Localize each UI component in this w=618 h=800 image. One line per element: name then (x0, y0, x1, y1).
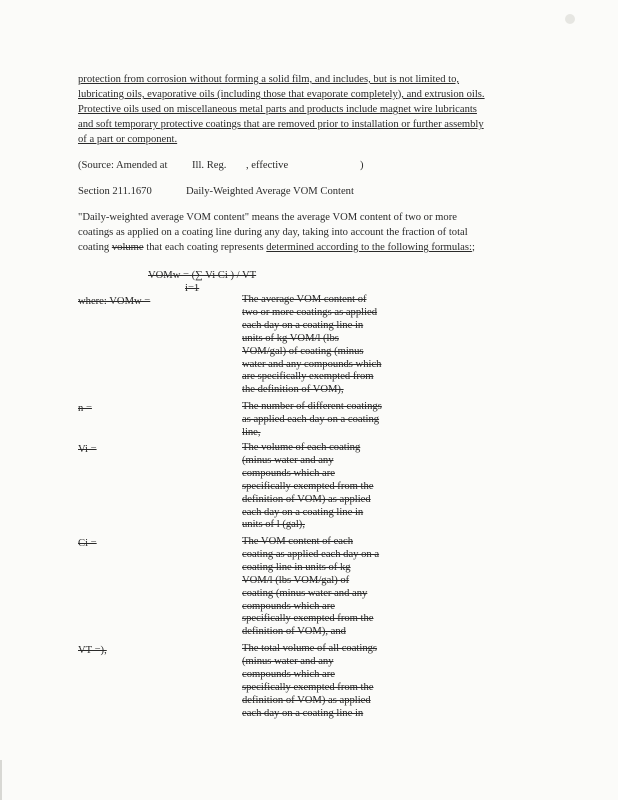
definition-text-line: The volume of each coating (242, 442, 361, 453)
definition-text-line: coating (minus water and any (242, 587, 368, 599)
definition-text-line: definition of VOM) as applied (242, 694, 371, 706)
source-reg: Ill. Reg. (192, 160, 227, 171)
definition-line-1: "Daily-weighted average VOM content" means the average VOM content of two or more (78, 212, 457, 223)
definition-text-line: compounds which are (242, 668, 335, 680)
definition-text-line: compounds which are (242, 467, 335, 479)
definition-text-line: specifically exempted from the (242, 681, 374, 693)
definition-text-line: definition of VOM), and (242, 626, 346, 638)
scan-edge (0, 760, 2, 800)
definition-text-line: The total volume of all coatings (242, 643, 378, 654)
definition-added-text: determined according to the following formulas: (266, 242, 472, 253)
intro-line-1: protection from corrosion without forming a solid film, and includes, but is not limited to, (78, 74, 460, 85)
definition-text-line: The VOM content of each (242, 536, 354, 547)
definition-text-line: each day on a coating line in (242, 707, 364, 719)
variable-definition-n (242, 401, 394, 440)
definition-text-line: VOM/gal) of coating (minus (242, 345, 364, 357)
variable-term-vi: Vi = (78, 444, 97, 455)
definition-text-line: specifically exempted from the (242, 480, 374, 492)
source-close: ) (360, 160, 364, 171)
definition-text-line: The number of different coatings (242, 401, 382, 412)
definition-text-line: units of l (gal), (242, 519, 305, 531)
intro-line-3: Protective oils used on miscellaneous metal parts and products include magnet wire lubricants (78, 104, 477, 115)
definition-text-line: (minus water and any (242, 655, 334, 667)
definition-text-line: coating line in units of kg (242, 561, 351, 573)
variable-definition-ci (242, 536, 394, 639)
definition-line-3-end: ; (471, 242, 475, 253)
definition-text-line: as applied each day on a coating (242, 413, 380, 425)
definition-text-line: units of kg VOM/l (lbs (242, 332, 339, 344)
intro-line-4: and soft temporary protective coatings that are removed prior to installation or further assembly (78, 119, 484, 130)
definition-text-line: The average VOM content of (242, 294, 367, 305)
definition-text-line: coating as applied each day on a (242, 548, 380, 560)
section-number: Section 211.1670 (78, 186, 152, 197)
formula-expression: VOMw = (∑ Vi Ci ) / VT (148, 270, 257, 281)
formula-index: i=1 (185, 283, 200, 294)
definition-line-3-mid: that each coating represents (146, 242, 264, 253)
definition-text-line: (minus water and any (242, 454, 334, 466)
intro-line-5: of a part or component. (78, 134, 178, 145)
source-prefix: (Source: Amended at (78, 160, 168, 171)
source-effective: , effective (246, 160, 289, 171)
definition-text-line: are specifically exempted from (242, 371, 374, 383)
definition-text-line: specifically exempted from the (242, 613, 374, 625)
variable-term-ci: Ci = (78, 538, 97, 549)
scan-mark (565, 14, 575, 24)
definition-text-line: each day on a coating line in (242, 319, 364, 331)
definition-text-line: each day on a coating line in (242, 506, 364, 518)
variable-term-n: n = (78, 403, 92, 414)
definition-text-line: definition of VOM) as applied (242, 493, 371, 505)
variable-term-vt: VT =), (78, 645, 107, 656)
definition-text-line: VOM/l (lbs VOM/gal) of (242, 574, 350, 586)
variable-definition-vt (242, 643, 394, 720)
variable-term-vomw: where: VOMw = (78, 296, 151, 307)
definition-text-line: the definition of VOM), (242, 384, 344, 396)
definition-text-line: line, (242, 426, 261, 438)
definition-text-line: compounds which are (242, 600, 335, 612)
definition-line-3-prefix: coating (78, 242, 110, 253)
intro-line-2: lubricating oils, evaporative oils (including those that evaporate completely), and extrusion oils. (78, 89, 485, 100)
variable-definition-vomw (242, 294, 394, 397)
definition-struck-word: volume (111, 242, 144, 253)
section-title: Daily-Weighted Average VOM Content (186, 186, 354, 197)
definition-line-2: coatings as applied on a coating line during any day, taking into account the fraction of total (78, 227, 468, 238)
definition-text-line: two or more coatings as applied (242, 306, 378, 318)
definition-line-3 (78, 240, 475, 255)
definition-text-line: water and any compounds which (242, 358, 382, 370)
variable-definition-vi (242, 442, 394, 532)
